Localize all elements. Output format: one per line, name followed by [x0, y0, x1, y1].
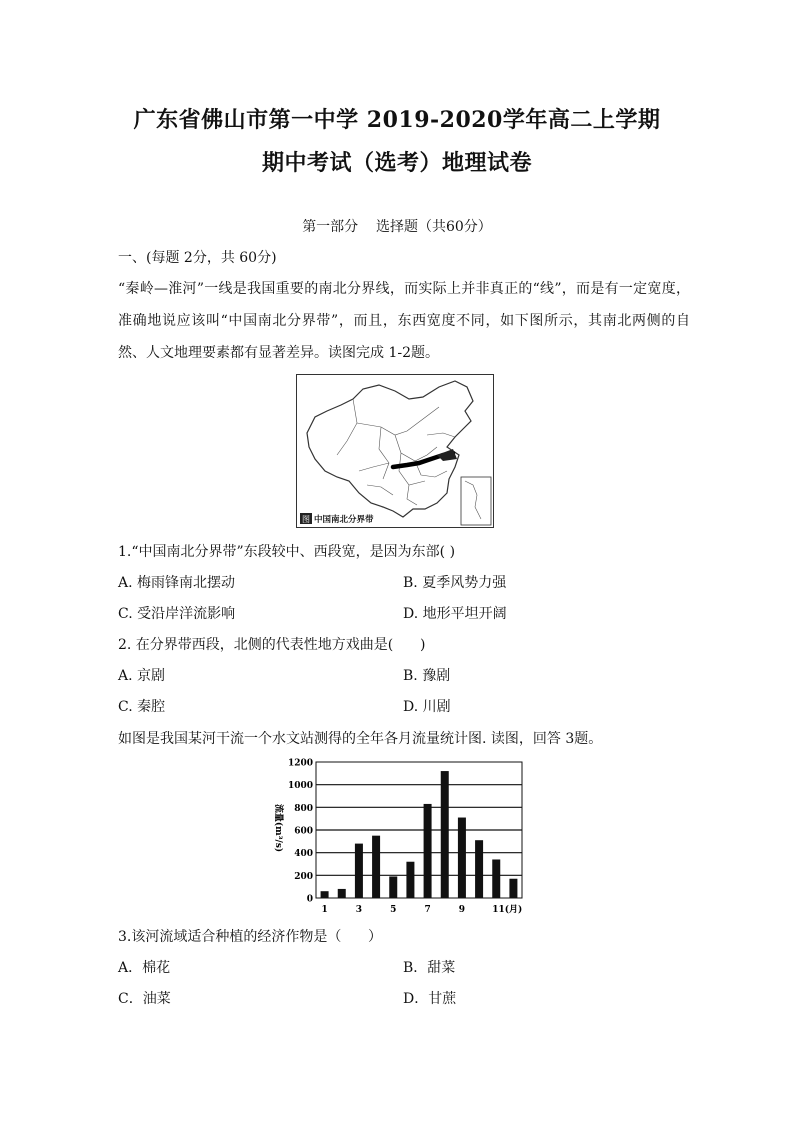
chart-y-tick-label: 1200	[287, 758, 313, 769]
chart-bar-month-5	[389, 876, 397, 898]
chart-bar-month-6	[406, 862, 414, 898]
section-heading: 第一部分 选择题（共60分）	[302, 219, 492, 235]
china-map-figure	[296, 374, 494, 528]
q3-option-c[interactable]: C．油菜	[118, 991, 171, 1007]
exam-title-line1: 广东省佛山市第一中学 2019-2020学年高二上学期	[133, 107, 661, 133]
chart-grid	[316, 762, 522, 898]
chart-x-tick-label: 5	[390, 905, 397, 915]
chart-y-tick-label: 600	[294, 826, 313, 837]
chart-y-tick-label: 200	[294, 871, 313, 882]
q1-option-d[interactable]: D. 地形平坦开阔	[403, 606, 507, 622]
chart-x-tick-label: 1	[321, 905, 328, 915]
q3-option-d[interactable]: D．甘蔗	[403, 991, 457, 1007]
chart-y-tick-label: 800	[294, 803, 313, 814]
q3-option-a[interactable]: A．棉花	[118, 960, 171, 976]
q2-option-c[interactable]: C. 秦腔	[118, 699, 166, 715]
chart-bar-month-2	[338, 889, 346, 898]
exam-title-line2: 期中考试（选考）地理试卷	[261, 150, 532, 176]
q3-option-b[interactable]: B．甜菜	[403, 960, 456, 976]
chart-bar-month-7	[424, 804, 432, 898]
q2-option-a[interactable]: A. 京剧	[118, 668, 166, 684]
chart-x-tick-label: 11(月)	[492, 905, 523, 915]
chart-bar-month-1	[321, 891, 329, 898]
q1-stem: 1.“中国南北分界带”东段较中、西段宽，是因为东部( )	[118, 544, 456, 560]
q2-option-d[interactable]: D. 川剧	[403, 699, 451, 715]
chart-bar-month-9	[458, 818, 466, 898]
chart-y-ticks	[288, 759, 313, 905]
monthly-flow-chart	[264, 756, 530, 916]
chart-bar-month-8	[441, 771, 449, 898]
chart-x-tick-label: 7	[424, 905, 431, 915]
q2-option-b[interactable]: B. 豫剧	[403, 668, 451, 684]
intro-paragraph-2: 如图是我国某河干流一个水文站测得的全年各月流量统计图. 读图，回答 3题。	[118, 731, 603, 747]
map-caption-badge-glyph: 图	[302, 515, 310, 524]
chart-y-tick-label: 400	[294, 849, 313, 860]
q1-option-b[interactable]: B. 夏季风势力强	[403, 575, 507, 591]
chart-bar-month-10	[475, 840, 483, 898]
q3-stem: 3.该河流域适合种植的经济作物是（ ）	[118, 929, 383, 945]
chart-bar-month-11	[492, 859, 500, 898]
chart-x-tick-label: 3	[355, 905, 363, 915]
chart-x-tick-label: 9	[458, 905, 466, 915]
chart-bar-month-4	[372, 836, 380, 898]
intro-paragraph-1: “秦岭—淮河”一线是我国重要的南北分界线，而实际上并非真正的“线”，而是有一定宽度，准确地说应该叫“中国南北分界带”，而且，东西宽度不同，如下图所示，其南北两侧的自然、人文地理要素都有显著差异。读图完成 1-2题。	[118, 281, 690, 361]
chart-bars	[321, 771, 518, 898]
china-map-svg	[297, 375, 493, 527]
chart-y-tick-label: 0	[306, 894, 313, 905]
q1-option-a[interactable]: A. 梅雨锋南北摆动	[118, 575, 236, 591]
chart-bar-month-12	[509, 879, 517, 898]
map-caption: 中国南北分界带	[314, 515, 374, 525]
chart-bar-month-3	[355, 844, 363, 898]
q2-stem: 2. 在分界带西段，北侧的代表性地方戏曲是( )	[118, 637, 426, 653]
q1-option-c[interactable]: C. 受沿岸洋流影响	[118, 606, 236, 622]
china-outline	[307, 381, 473, 517]
chart-x-ticks	[321, 904, 522, 915]
chart-y-axis-label: 流量(m³/s)	[273, 803, 283, 853]
chart-y-tick-label: 1000	[287, 781, 313, 792]
part-label: 一、(每题 2分，共 60分)	[118, 250, 277, 266]
